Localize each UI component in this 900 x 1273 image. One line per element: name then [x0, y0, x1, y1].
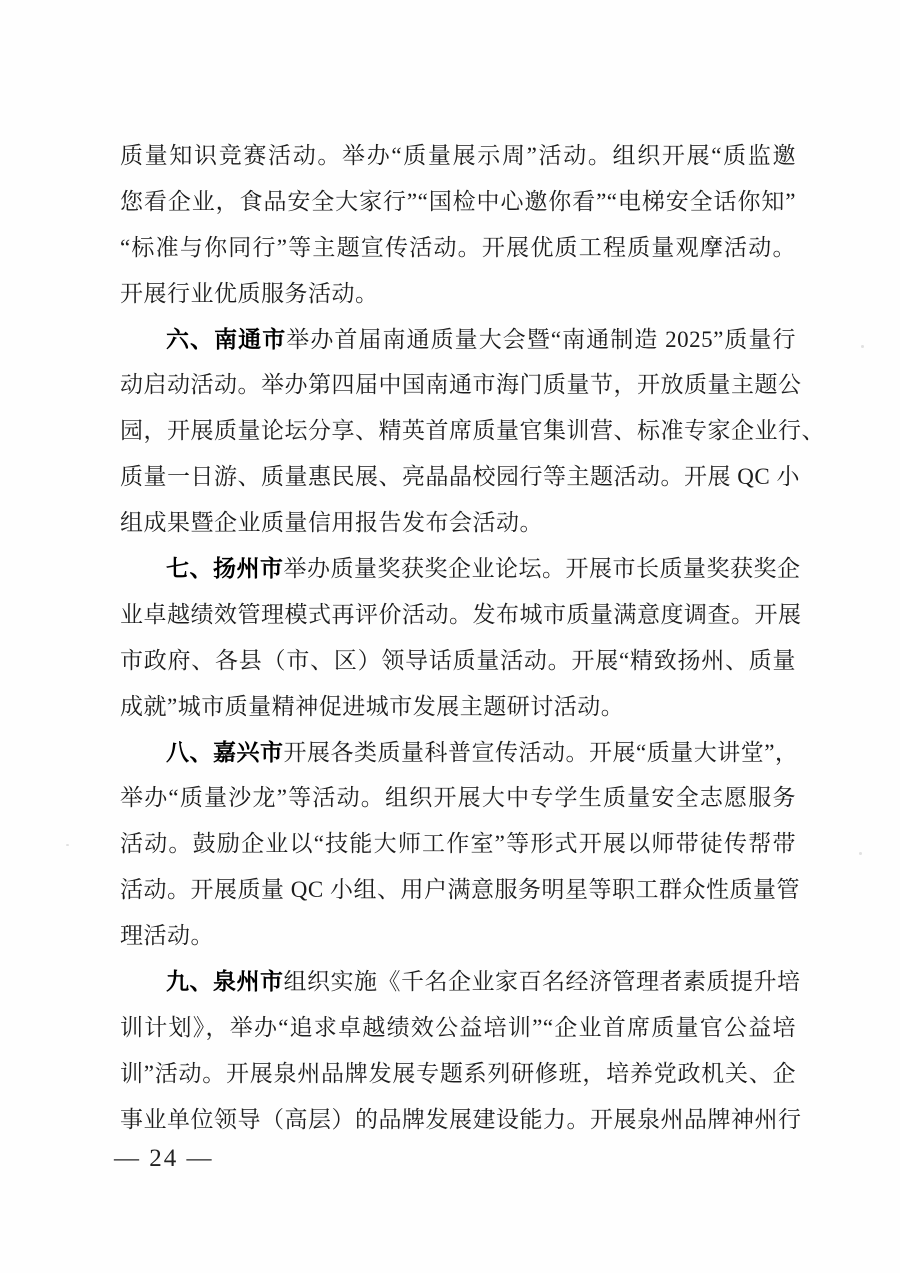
text-line: 园，开展质量论坛分享、精英首席质量官集训营、标准专家企业行、	[120, 418, 825, 444]
text-line: 七、扬州市举办质量奖获奖企业论坛。开展市长质量奖获奖企	[166, 555, 801, 582]
text-line: 质量一日游、质量惠民展、亮晶晶校园行等主题活动。开展 QC 小	[120, 464, 800, 490]
text-line: 您看企业，食品安全大家行”“国检中心邀你看”“电梯安全话你知”	[120, 188, 796, 214]
text-line: 动启动活动。举办第四届中国南通市海门质量节，开放质量主题公	[120, 372, 802, 398]
document-body	[120, 133, 825, 1143]
paragraph	[120, 317, 825, 546]
text-line: 九、泉州市组织实施《千名企业家百名经济管理者素质提升培	[166, 968, 801, 995]
text-line: 成就”城市质量精神促进城市发展主题研讨活动。	[120, 693, 625, 719]
text-line: 训计划》，举办“追求卓越绩效公益培训”“企业首席质量官公益培	[120, 1014, 796, 1040]
text-line: “标准与你同行”等主题宣传活动。开展优质工程质量观摩活动。	[120, 234, 796, 260]
text-line: 业卓越绩效管理模式再评价活动。发布城市质量满意度调查。开展	[120, 601, 802, 627]
text-line: 理活动。	[120, 923, 214, 949]
text-line: 质量知识竞赛活动。举办“质量展示周”活动。组织开展“质监邀	[120, 143, 796, 168]
text-line: 市政府、各县（市、区）领导话质量活动。开展“精致扬州、质量	[120, 647, 796, 673]
text-line: 举办“质量沙龙”等活动。组织开展大中专学生质量安全志愿服务	[120, 785, 796, 811]
paragraph	[120, 133, 796, 317]
text-line: 八、嘉兴市开展各类质量科普宣传活动。开展“质量大讲堂”，	[166, 738, 799, 765]
text-line: 活动。开展质量 QC 小组、用户满意服务明星等职工群众性质量管	[120, 877, 800, 903]
paragraph	[120, 730, 800, 959]
text-line: 六、南通市举办首届南通质量大会暨“南通制造 2025”质量行	[166, 325, 796, 352]
text-line: 事业单位领导（高层）的品牌发展建设能力。开展泉州品牌神州行	[120, 1106, 802, 1132]
text-line: 开展行业优质服务活动。	[120, 280, 379, 306]
scan-speck	[861, 345, 864, 348]
paragraph-lead: 九、泉州市	[166, 968, 284, 995]
scan-speck	[66, 844, 69, 846]
text-line: 组成果暨企业质量信用报告发布会活动。	[120, 510, 543, 536]
paragraph	[120, 546, 802, 730]
paragraph-lead: 六、南通市	[166, 325, 287, 352]
text-line: 训”活动。开展泉州品牌发展专题系列研修班，培养党政机关、企	[120, 1060, 796, 1086]
text-line: 活动。鼓励企业以“技能大师工作室”等形式开展以师带徒传帮带	[120, 831, 796, 857]
page-number: — 24 —	[114, 1145, 214, 1172]
page-footer	[114, 1142, 214, 1176]
scan-speck	[859, 852, 862, 855]
paragraph	[120, 959, 802, 1143]
paragraph-lead: 七、扬州市	[166, 555, 284, 582]
paragraph-lead: 八、嘉兴市	[166, 738, 284, 765]
